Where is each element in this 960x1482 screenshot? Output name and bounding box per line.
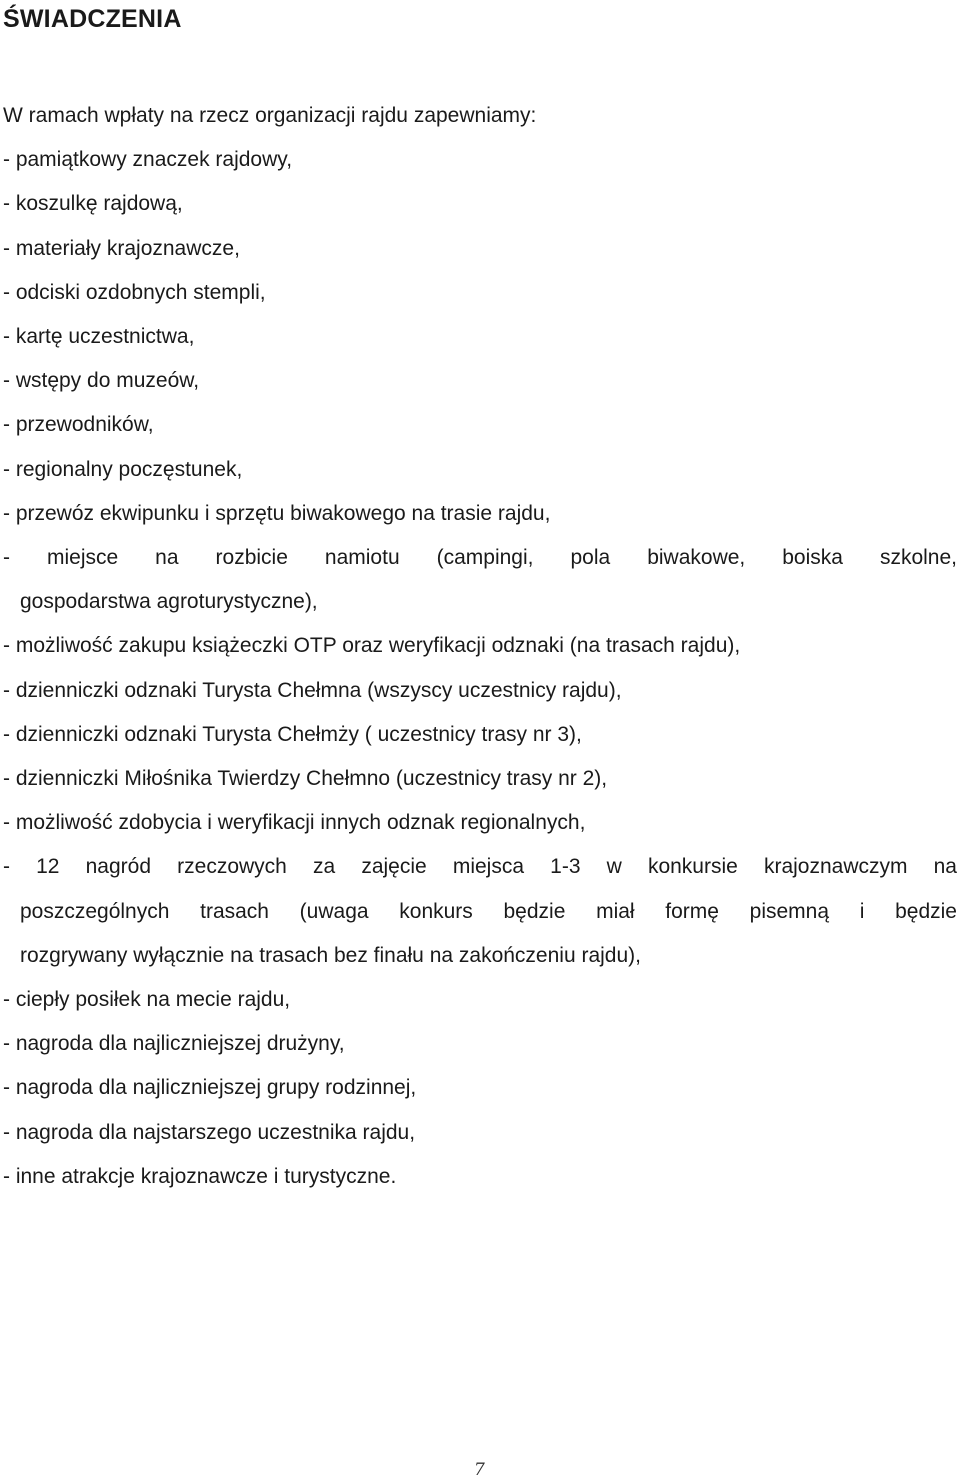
list-item — [3, 1022, 957, 1066]
list-item-text: - nagroda dla najliczniejszej drużyny, — [3, 1032, 345, 1056]
page-title: ŚWIADCZENIA — [3, 5, 182, 33]
list-item — [3, 271, 957, 315]
list-item-text: - kartę uczestnictwa, — [3, 325, 195, 349]
list-item-text: - odciski ozdobnych stempli, — [3, 280, 266, 304]
list-item-text: - regionalny poczęstunek, — [3, 457, 243, 481]
list-item — [3, 624, 957, 668]
list-item-text: - pamiątkowy znaczek rajdowy, — [3, 148, 293, 172]
benefits-section — [3, 94, 957, 1199]
intro-text: W ramach wpłaty na rzecz organizacji rajdu zapewniamy: — [3, 104, 537, 127]
list-item-line: - miejsce na rozbicie namiotu (campingi, pola biwakowe, boiska szkolne, — [3, 546, 957, 570]
list-item — [3, 492, 957, 536]
list-item-text: - ciepły posiłek na mecie rajdu, — [3, 988, 291, 1012]
list-item-text: - dzienniczki odznaki Turysta Chełmna (wszyscy uczestnicy rajdu), — [3, 678, 622, 702]
list-item-text: - wstępy do muzeów, — [3, 369, 200, 393]
list-item — [3, 182, 957, 226]
list-item — [3, 1066, 957, 1110]
list-item — [3, 448, 957, 492]
list-item-text: - nagroda dla najliczniejszej grupy rodzinnej, — [3, 1076, 417, 1100]
list-item — [3, 757, 957, 801]
list-item-line: poszczególnych trasach (uwaga konkurs będzie miał formę pisemną i będzie — [20, 899, 957, 923]
list-item — [3, 536, 957, 624]
page-number: 7 — [474, 1460, 485, 1480]
list-item-text: - nagroda dla najstarszego uczestnika rajdu, — [3, 1120, 416, 1144]
list-item-text: - przewóz ekwipunku i sprzętu biwakowego na trasie rajdu, — [3, 501, 551, 525]
list-item-line: gospodarstwa agroturystyczne), — [20, 590, 318, 614]
list-item — [3, 669, 957, 713]
list-item — [3, 1155, 957, 1199]
list-item — [3, 845, 957, 978]
list-item-text: - przewodników, — [3, 413, 154, 437]
list-item-text: - dzienniczki Miłośnika Twierdzy Chełmno (uczestnicy trasy nr 2), — [3, 767, 608, 791]
list-item — [3, 801, 957, 845]
list-item — [3, 403, 957, 447]
list-item — [3, 227, 957, 271]
list-item — [3, 359, 957, 403]
list-item — [3, 138, 957, 182]
list-item — [3, 315, 957, 359]
list-item — [3, 713, 957, 757]
list-item-line: rozgrywany wyłącznie na trasach bez finału na zakończeniu rajdu), — [20, 943, 641, 967]
list-item-text: - możliwość zdobycia i weryfikacji innych odznak regionalnych, — [3, 811, 586, 835]
list-item — [3, 1111, 957, 1155]
benefits-list — [3, 138, 957, 1199]
list-item-text: - materiały krajoznawcze, — [3, 236, 240, 260]
list-item-text: - koszulkę rajdową, — [3, 192, 183, 216]
list-item-line: - 12 nagród rzeczowych za zajęcie miejsca 1-3 w konkursie krajoznawczym na — [3, 855, 957, 879]
list-item-text: - dzienniczki odznaki Turysta Chełmży ( uczestnicy trasy nr 3), — [3, 722, 582, 746]
list-item-text: - inne atrakcje krajoznawcze i turystyczne. — [3, 1164, 397, 1188]
list-item — [3, 978, 957, 1022]
list-item-text: - możliwość zakupu książeczki OTP oraz weryfikacji odznaki (na trasach rajdu), — [3, 634, 741, 658]
